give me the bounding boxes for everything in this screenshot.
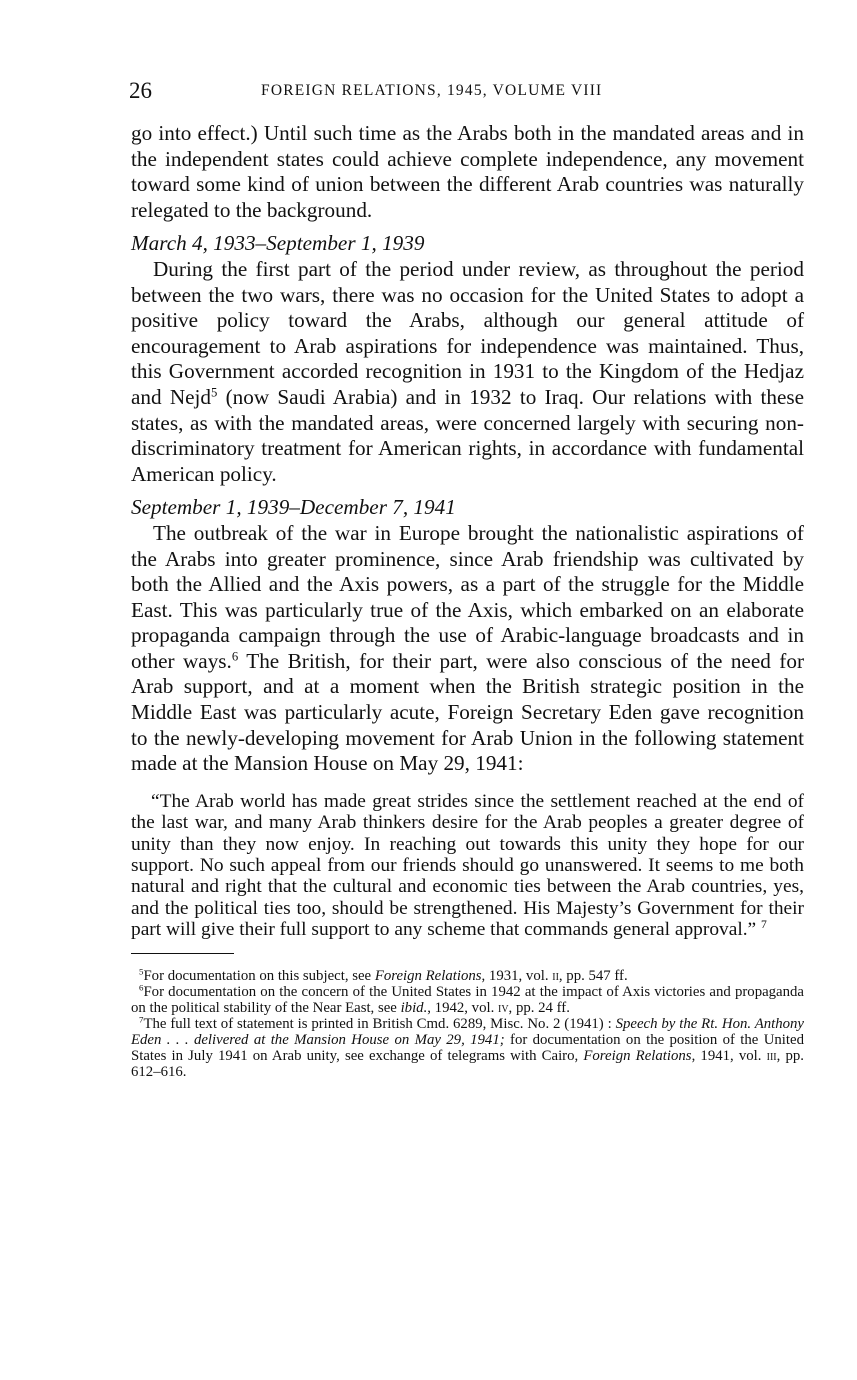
footnote-text: , pp. 24 ff. xyxy=(508,999,570,1016)
footnote-marker: 6 xyxy=(139,982,144,993)
footnote-divider xyxy=(131,953,234,954)
footnote-ref-5: 5 xyxy=(211,385,218,400)
paragraph-continuation: go into effect.) Until such time as the Arabs both in the mandated areas and in the independent states could achieve complete independence, any movement toward some kind of union between the different Arab countries was naturally relegated to the background. xyxy=(131,121,804,222)
quotation-text: “The Arab world has made great strides since the settlement reached at the end of the last war, and many Arab thinkers desire for the Arab peoples a greater degree of unity than they now enjoy. In reaching out towards this unity they hope for our support. No such appeal from our friends should go unanswered. It seems to me both natural and right that the cultural and economic ties between the Arab countries, yes, and the political ties too, should be strengthened. His Majesty’s Government for their part will give their full support to any scheme that commands general approval.” xyxy=(131,790,804,941)
footnote-text: for documentation on the position of the United States in July 1941 on Arab unity, see exchange of telegrams with Cairo, xyxy=(131,1031,804,1064)
footnote-volume: iii xyxy=(766,1047,777,1064)
footnote-6 xyxy=(131,984,804,1016)
paragraph-text: The British, for their part, were also conscious of the need for Arab support, and at a moment when the British strategic position in the Middle East was particularly acute, Foreign Secretary Eden gave recognition to the newly-developing movement for Arab Union in the following statement made at the Mansion House on May 29, 1941: xyxy=(131,648,804,776)
paragraph-text: The outbreak of the war in Europe brought the nationalistic aspirations of the Arabs into greater prominence, since Arab friendship was cultivated by both the Allied and the Axis powers, as a part of the struggle for the Middle East. This was particularly true of the Axis, which embarked on an elaborate propaganda campaign through the use of Arabic-language broadcasts and in other ways. xyxy=(131,520,804,673)
footnote-text: , pp. 612–616. xyxy=(131,1047,804,1080)
eden-quotation xyxy=(131,791,804,941)
footnote-text: , 1941, vol. xyxy=(691,1047,767,1064)
footnote-text: , pp. 547 ff. xyxy=(558,967,628,984)
running-title: FOREIGN RELATIONS, 1945, VOLUME VIII xyxy=(261,82,603,99)
footnote-italic: Speech by the Rt. Hon. Anthony Eden . . . delivered at the Mansion House on May 29, 1941; xyxy=(131,1015,805,1048)
section-heading-1939-1941: September 1, 1939–December 7, 1941 xyxy=(131,495,456,520)
footnote-italic: ibid. xyxy=(400,999,428,1016)
footnote-text: The full text of statement is printed in British Cmd. 6289, Misc. No. 2 (1941) : xyxy=(143,1015,616,1032)
footnote-italic: Foreign Relations xyxy=(374,967,482,984)
document-page xyxy=(131,78,804,1080)
footnote-text: For documentation on the concern of the United States in 1942 at the impact of Axis victories and propaganda on the political stability of the Near East, see xyxy=(131,983,804,1016)
page-header xyxy=(131,78,804,108)
footnote-5 xyxy=(131,968,804,984)
paragraph-1939-1941 xyxy=(131,521,804,777)
paragraph-text: During the first part of the period under review, as throughout the period between the two wars, there was no occasion for the United States to adopt a positive policy toward the Arabs, although our general attitude of encouragement to Arab aspirations for independence was maintained. Thus, this Government accorded recognition in 1931 to the Kingdom of the Hedjaz and Nejd xyxy=(131,256,804,409)
footnote-text: , 1942, vol. xyxy=(427,999,498,1016)
footnote-volume: ii xyxy=(552,967,559,984)
footnote-ref-7: 7 xyxy=(761,918,767,932)
footnote-ref-6: 6 xyxy=(231,649,239,664)
footnote-italic: Foreign Relations xyxy=(583,1047,692,1064)
footnote-text: , 1931, vol. xyxy=(481,967,553,984)
paragraph-text: (now Saudi Arabia) and in 1932 to Iraq. Our relations with these states, as with the mandated areas, were concerned largely with securing non-discriminatory treatment for American rights, in accordance with fundamental American policy. xyxy=(131,384,804,486)
footnote-marker: 7 xyxy=(139,1014,144,1025)
page-number: 26 xyxy=(129,78,152,103)
section-heading-1933-1939: March 4, 1933–September 1, 1939 xyxy=(131,231,425,256)
footnote-7 xyxy=(131,1016,804,1080)
footnote-marker: 5 xyxy=(139,966,144,977)
footnote-text: For documentation on this subject, see xyxy=(143,967,375,984)
paragraph-1933-1939 xyxy=(131,257,804,487)
footnote-volume: iv xyxy=(497,999,509,1016)
